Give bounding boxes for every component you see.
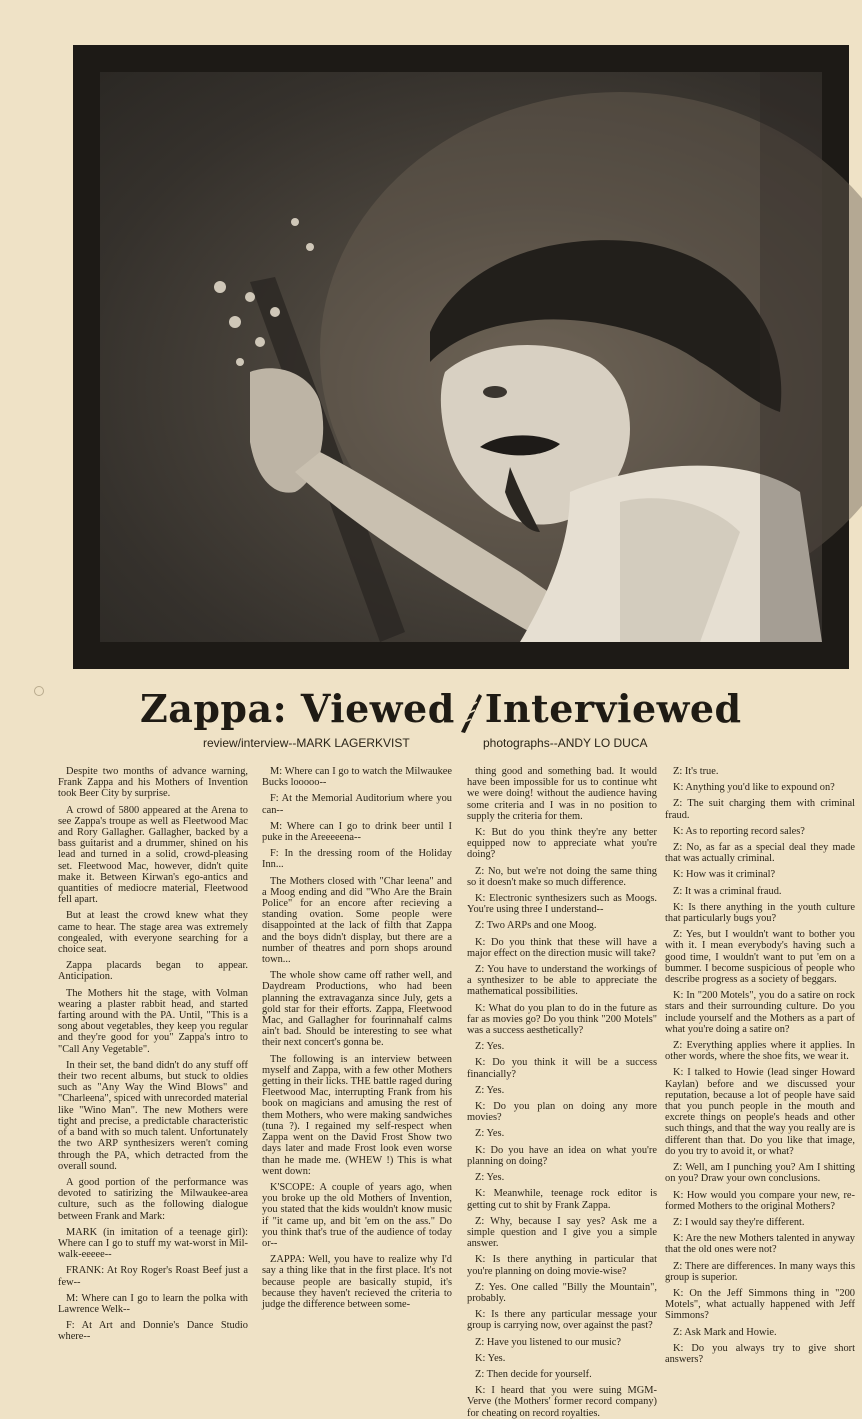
article-paragraph: Z: Why, because I say yes? Ask me a simple question and I give you a simple answer. — [467, 1215, 657, 1250]
article-paragraph: Z: Everything applies where it applies. In other words, where the shoe fits, we wear it. — [665, 1040, 855, 1063]
article-paragraph: F: At the Memorial Auditorium where you can-- — [262, 793, 452, 816]
article-headline — [140, 686, 780, 736]
article-paragraph: The whole show came off rather well, and Daydream Productions, who had been planning the extravaganza since July, gets a gold star for their efforts. Zappa, Fleetwood Mac, and Gallagher for fourinnahalf calms ain't bad. Should be interesting to see what their next concert's gonna be. — [262, 970, 452, 1049]
article-paragraph: M: Where can I go to learn the polka with Lawrence Welk-- — [58, 1292, 248, 1315]
article-paragraph: Z: Yes. — [475, 1128, 505, 1140]
article-paragraph: The following is an interview between myself and Zappa, with a few other Mothers getting in their licks. THE battle raged during Fleetwood Mac, interrupting Frank from his book on magicians and amusing the rest of them Mothers, who were making sandwiches (tuna ?). I regained my self-respect when Zappa went on the David Frost Show two days later and made Frost look even worse than he made me. (WHEW !) This is what went down: — [262, 1053, 452, 1177]
article-paragraph: K: As to reporting record sales? — [673, 825, 805, 837]
headline-viewed: Zappa: Viewed — [140, 686, 455, 731]
photo-frame — [73, 45, 849, 669]
article-paragraph: Z: Ask Mark and Howie. — [673, 1326, 777, 1338]
article-paragraph: K'SCOPE: A couple of years ago, when you broke up the old Mothers of Invention, you stated that the kids wouldn't know music if "it came up, and bit 'em on the ass." Do you think that's true of the audience of today or-- — [262, 1181, 452, 1249]
article-paragraph: K: In "200 Motels", you do a satire on rock stars and their surrounding culture. Do you include yourself and the Mothers as a part of what you're doing a satire on? — [665, 990, 855, 1035]
article-paragraph: K: Do you always try to give short answers? — [665, 1342, 855, 1365]
article-paragraph: K: On the Jeff Simmons thing in "200 Motels", what actually happened with Jeff Simmons? — [665, 1287, 855, 1322]
article-paragraph: A good portion of the performance was devoted to satirizing the Milwaukee-area culture, such as the following dialogue between Frank and Mark: — [58, 1176, 248, 1222]
concert-photo — [100, 72, 822, 642]
article-paragraph: K: Anything you'd like to expound on? — [673, 782, 835, 794]
article-paragraph: K: Electronic synthesizers such as Moogs. You're using three I understand-- — [467, 893, 657, 916]
article-paragraph: thing good and something bad. It would have been impossible for us to continue wht we were doing! without the audience having some criteria and I was in no position to supply the criteria for them. — [467, 766, 657, 822]
article-paragraph: Despite two months of advance warning, Frank Zappa and his Mothers of Invention took Beer City by surprise. — [58, 766, 248, 800]
article-paragraph: K: Is there any particular message your group is carrying now, over against the past? — [467, 1309, 657, 1332]
article-paragraph: Z: Then decide for yourself. — [475, 1368, 592, 1380]
article-column-4 — [665, 766, 855, 1365]
article-paragraph: Z: Yes. — [475, 1172, 505, 1184]
article-paragraph: Z: Yes. — [475, 1041, 505, 1053]
article-paragraph: Z: It's true. — [673, 766, 719, 777]
article-paragraph: F: In the dressing room of the Holiday Inn... — [262, 848, 452, 871]
article-paragraph: Z: You have to understand the workings of a synthesizer to be able to appreciate the mathematical possibilities. — [467, 964, 657, 998]
article-paragraph: Z: Have you listened to our music? — [475, 1336, 622, 1348]
page-hole-mark — [34, 686, 44, 696]
article-paragraph: In their set, the band didn't do any stuff off their two recent albums, but stuck to oldies such as "Any Way the Wind Blows" and "Charleena", spiced with unrecorded material like "Wino Man". The new Mothers were tight and precise, a predictable characteristic of a band with so much talent. Unfortunately the two ARP synthesizers weren't coming through the PA, which detracted from the overall sound. — [58, 1059, 248, 1172]
article-paragraph: Z: Yes, but I wouldn't want to bother you with it. I mean everybody's having such a good time, I wouldn't want to put 'em on a bummer. I become suspicious of people who describe progress as a society of beggars. — [665, 929, 855, 986]
article-paragraph: F: At Art and Donnie's Dance Studio where-- — [58, 1320, 248, 1343]
article-paragraph: Z: There are differences. In many ways this group is superior. — [665, 1260, 855, 1283]
photo-credit: photographs--ANDY LO DUCA — [483, 736, 648, 750]
article-paragraph: The Mothers closed with "Char leena" and a Moog ending and did "Who Are the Brain Police" for an encore after recieving a standing ovation. Some people were disappointed at the lack of filth that Zappa and the boys didn't display, but there are a number of theatres and porn shops around town... — [262, 875, 452, 966]
article-paragraph: But at least the crowd knew what they came to hear. The stage area was extremely congealed, with everyone searching for a choice seat. — [58, 910, 248, 956]
article-paragraph: Z: No, as far as a special deal they made that was actually criminal. — [665, 842, 855, 865]
headline-interviewed: Interviewed — [484, 686, 742, 731]
article-paragraph: MARK (in imitation of a teenage girl): Where can I go to stuff my wat-worst in Mil-walk-eeeee-- — [58, 1226, 248, 1261]
article-paragraph: M: Where can I go to watch the Milwaukee Bucks looooo-- — [262, 766, 452, 789]
article-paragraph: FRANK: At Roy Roger's Roast Beef just a few-- — [58, 1265, 248, 1288]
article-paragraph: K: Yes. — [475, 1352, 506, 1364]
article-paragraph: Z: It was a criminal fraud. — [673, 885, 782, 897]
article-paragraph: K: How would you compare your new, re-formed Mothers to the original Mothers? — [665, 1189, 855, 1212]
article-paragraph: Z: The suit charging them with criminal fraud. — [665, 798, 855, 821]
article-paragraph: K: Is there anything in particular that you're planning on doing movie-wise? — [467, 1254, 657, 1277]
photo-illustration — [100, 72, 822, 642]
article-paragraph: K: Are the new Mothers talented in anyway that the old ones were not? — [665, 1233, 855, 1256]
article-paragraph: K: I talked to Howie (lead singer Howard Kaylan) before and we discussed your reputation, because a lot of people have said that you punch people in the mouth and excrete things on people's heads and other such things, and that the way you really are is different than that. Do you like that image, do you try to avoid it, or what? — [665, 1067, 855, 1157]
article-paragraph: K: Do you think it will be a success financially? — [467, 1057, 657, 1080]
article-paragraph: K: Is there anything in the youth culture that particularly bugs you? — [665, 901, 855, 925]
article-paragraph: K: I heard that you were suing MGM-Verve (the Mothers' former record company) for cheating on record royalties. — [467, 1385, 657, 1419]
article-paragraph: ZAPPA: Well, you have to realize why I'd say a thing like that in the first place. It's not because people are basically stupid, it's because they haven't recieved the criteria to judge the difference between some- — [262, 1254, 452, 1310]
article-column-3 — [467, 766, 657, 1419]
article-paragraph: K: What do you plan to do in the future as far as movies go? Do you think "200 Motels" was a success aesthetically? — [467, 1002, 657, 1037]
article-paragraph: Z: I would say they're different. — [673, 1216, 805, 1228]
article-paragraph: Z: Yes. — [475, 1084, 505, 1096]
slash-icon — [457, 692, 483, 734]
article-column-1 — [58, 766, 248, 1343]
article-paragraph: K: Do you think that these will have a major effect on the direction music will take? — [467, 936, 657, 959]
article-paragraph: Z: Well, am I punching you? Am I shitting on you? Draw your own conclusions. — [665, 1162, 855, 1185]
review-credit: review/interview--MARK LAGERKVIST — [203, 736, 410, 750]
article-paragraph: Z: No, but we're not doing the same thing so it doesn't make so much difference. — [467, 865, 657, 888]
article-paragraph: The Mothers hit the stage, with Volman wearing a plaster rabbit head, and started farting around with the PA. Until, "This is a song about vegetables, they keep you regular and they're good for you" Zappa's intro to "Call Any Vegetable". — [58, 987, 248, 1055]
article-paragraph: Zappa placards began to appear. Anticipation. — [58, 960, 248, 983]
article-paragraph: K: How was it criminal? — [673, 869, 776, 881]
article-paragraph: K: But do you think they're any better equipped now to appreciate what you're doing? — [467, 827, 657, 861]
article-paragraph: K: Do you plan on doing any more movies? — [467, 1101, 657, 1124]
article-paragraph: A crowd of 5800 appeared at the Arena to see Zappa's troupe as well as Fleetwood Mac and Rory Gallagher. Gallagher, backed by a bass guitarist and a drummer, shined on his lead and turned in a solid, crowd-pleasing set. Fleetwood Mac, however, didn't quite make it. Between Kirwan's ego-antics and quantities of mediocre material, Fleetwood fell apart. — [58, 804, 248, 906]
article-column-2 — [262, 766, 452, 1324]
article-paragraph: Z: Two ARPs and one Moog. — [475, 920, 597, 932]
article-paragraph: Z: Yes. One called "Billy the Mountain", probably. — [467, 1281, 657, 1304]
article-paragraph: K: Do you have an idea on what you're planning on doing? — [467, 1144, 657, 1167]
article-paragraph: K: Meanwhile, teenage rock editor is getting cut to shit by Frank Zappa. — [467, 1188, 657, 1211]
article-paragraph: M: Where can I go to drink beer until I puke in the Areeeeena-- — [262, 820, 452, 844]
